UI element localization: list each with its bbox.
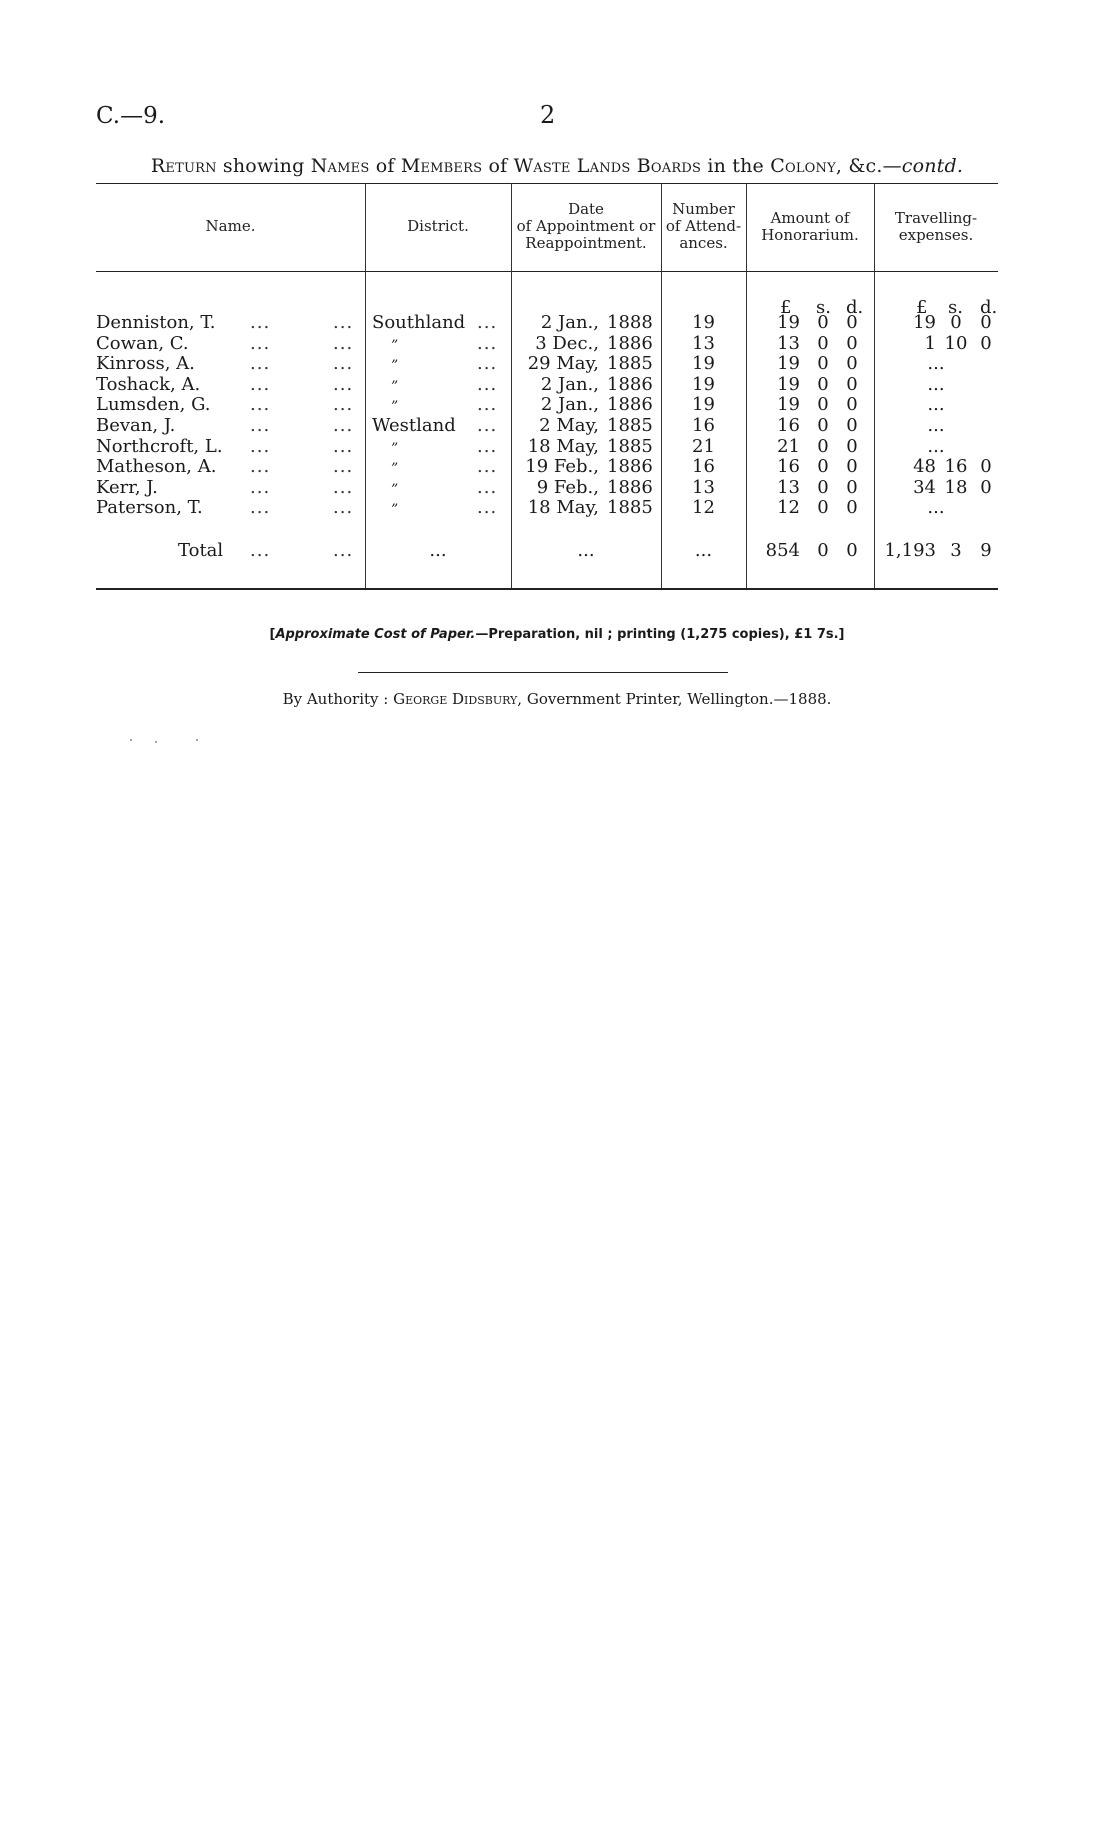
honorarium-pence: 0 (846, 497, 858, 519)
leader-dots: ... (333, 476, 354, 498)
table-title (0, 155, 1114, 177)
travelling-none: ... (927, 373, 945, 395)
column-header-honorarium-line: Amount of (770, 209, 850, 227)
total-label: Total (178, 540, 224, 561)
column-header-date-line: of Appointment or (516, 217, 656, 235)
attendances-cell: 19 (692, 394, 715, 416)
honorarium-shillings: 0 (817, 332, 829, 354)
leader-dots: ... (250, 540, 271, 561)
travelling-shillings: 16 (944, 456, 968, 478)
column-header-date-line: Reappointment. (525, 234, 647, 252)
honorarium-pence-unit: d. (846, 297, 864, 318)
total-honorarium-shillings: 0 (817, 540, 829, 561)
travelling-pound-unit: £ (916, 297, 928, 318)
leader-dots: ... (477, 456, 498, 478)
paper-speck (196, 739, 198, 741)
leader-dots: ... (250, 415, 271, 436)
total-honorarium-pounds: 854 (765, 540, 800, 561)
table-row (0, 375, 1114, 395)
honorarium-pence: 0 (846, 456, 858, 478)
appointment-year: 1885 (607, 353, 653, 375)
column-header-travelling (874, 210, 998, 244)
authority-rule (358, 672, 728, 673)
table-row (0, 313, 1114, 333)
travelling-shillings: 0 (950, 312, 962, 333)
honorarium-pounds: 19 (777, 312, 800, 333)
leader-dots: ... (250, 332, 271, 354)
member-name: Matheson, A. (96, 456, 217, 478)
travelling-none: ... (927, 435, 945, 457)
column-header-travelling-line: Travelling- (894, 209, 978, 227)
appointment-day-month: 2 Jan., (540, 394, 599, 416)
district-cell: ” (391, 358, 399, 375)
honorarium-pounds: 19 (777, 353, 800, 375)
appointment-day-month: 18 May, (527, 435, 599, 457)
district-cell: ” (391, 481, 399, 498)
travelling-none: ... (927, 394, 945, 416)
column-header-district (365, 218, 511, 235)
attendances-cell: 12 (692, 497, 715, 519)
leader-dots: ... (333, 435, 354, 457)
travelling-pence: 0 (980, 476, 992, 498)
leader-dots: ... (250, 476, 271, 498)
table-bottom-rule (96, 588, 998, 590)
table-row (0, 334, 1114, 354)
appointment-year: 1886 (607, 332, 653, 354)
column-header-honorarium-line: Honorarium. (761, 226, 859, 244)
honorarium-pounds: 21 (777, 435, 800, 457)
attendances-cell: 16 (692, 456, 715, 478)
title-names: Names (310, 155, 370, 177)
appointment-day-month: 3 Dec., (535, 332, 599, 354)
table-row (0, 416, 1114, 436)
honorarium-pence: 0 (846, 435, 858, 457)
leader-dots: ... (250, 435, 271, 457)
footnote-text: —Preparation, nil ; printing (1,275 copies), £1 7s.] (475, 627, 845, 642)
member-name: Bevan, J. (96, 415, 176, 436)
leader-dots: ... (477, 373, 498, 395)
leader-dots: ... (333, 373, 354, 395)
printer-name: George Didsbury (393, 690, 518, 708)
travelling-pounds: 19 (913, 312, 936, 333)
leader-dots: ... (250, 394, 271, 416)
appointment-day-month: 18 May, (527, 497, 599, 519)
honorarium-shillings: 0 (817, 353, 829, 375)
honorarium-pounds: 12 (777, 497, 800, 519)
honorarium-pounds: 19 (777, 394, 800, 416)
district-cell: ” (391, 378, 399, 395)
leader-dots: ... (477, 435, 498, 457)
leader-dots: ... (250, 497, 271, 519)
leader-dots: ... (333, 456, 354, 478)
column-header-name (96, 218, 365, 235)
honorarium-pence: 0 (846, 373, 858, 395)
table-row (0, 437, 1114, 457)
appointment-day-month: 19 Feb., (525, 456, 599, 478)
column-header-attendances-line: Number (672, 200, 735, 218)
honorarium-pence: 0 (846, 476, 858, 498)
table-row (0, 457, 1114, 477)
member-name: Lumsden, G. (96, 394, 211, 416)
member-name: Paterson, T. (96, 497, 203, 519)
travelling-pounds: 34 (913, 476, 936, 498)
travelling-shilling-unit: s. (948, 297, 963, 318)
column-header-date (511, 201, 661, 252)
column-header-attendances-line: ances. (679, 234, 728, 252)
table-top-rule (96, 183, 998, 184)
leader-dots: ... (477, 353, 498, 375)
attendances-cell: 13 (692, 332, 715, 354)
leader-dots: ... (477, 332, 498, 354)
travelling-pence-unit: d. (980, 297, 998, 318)
total-travelling-pounds: 1,193 (884, 540, 936, 561)
member-name: Denniston, T. (96, 312, 216, 333)
title-etc: , &c.— (835, 155, 902, 177)
title-boards: Waste Lands Boards (513, 155, 702, 177)
leader-dots: ... (477, 497, 498, 519)
total-row (0, 541, 1114, 561)
total-honorarium-pence: 0 (846, 540, 858, 561)
travelling-pence: 0 (980, 456, 992, 478)
column-header-name-text: Name. (205, 217, 256, 235)
leader-dots: ... (477, 476, 498, 498)
district-cell: ” (391, 502, 399, 519)
total-travelling-pence: 9 (980, 540, 992, 561)
total-travelling-shillings: 3 (950, 540, 962, 561)
footnote-bracket: [ (269, 627, 276, 642)
attendances-cell: 19 (692, 353, 715, 375)
cost-footnote (0, 627, 1114, 642)
appointment-year: 1888 (607, 312, 653, 333)
column-header-attendances (661, 201, 746, 252)
total-date: ... (577, 540, 595, 561)
honorarium-pounds: 16 (777, 415, 800, 436)
attendances-cell: 21 (692, 435, 715, 457)
district-cell: Westland (372, 415, 456, 436)
column-header-district-text: District. (407, 217, 469, 235)
attendances-cell: 19 (692, 312, 715, 333)
travelling-pounds: 1 (924, 332, 936, 354)
appointment-year: 1885 (607, 415, 653, 436)
honorarium-pounds: 13 (777, 332, 800, 354)
honorarium-pounds: 19 (777, 373, 800, 395)
appointment-day-month: 9 Feb., (536, 476, 599, 498)
honorarium-pence: 0 (846, 415, 858, 436)
page-number: 2 (540, 101, 556, 129)
leader-dots: ... (250, 373, 271, 395)
honorarium-shillings: 0 (817, 394, 829, 416)
leader-dots: ... (333, 497, 354, 519)
appointment-year: 1886 (607, 394, 653, 416)
honorarium-pence: 0 (846, 312, 858, 333)
district-cell: ” (391, 461, 399, 478)
travelling-pounds: 48 (913, 456, 936, 478)
travelling-pence: 0 (980, 312, 992, 333)
travelling-none: ... (927, 353, 945, 375)
honorarium-pence: 0 (846, 353, 858, 375)
leader-dots: ... (250, 456, 271, 478)
leader-dots: ... (250, 312, 271, 333)
leader-dots: ... (333, 312, 354, 333)
appointment-day-month: 2 Jan., (540, 373, 599, 395)
title-members: Members (400, 155, 483, 177)
honorarium-pound-unit: £ (780, 297, 792, 318)
header-bottom-rule (96, 271, 998, 272)
title-in-the: in the (701, 155, 771, 177)
authority-prefix: By Authority : (282, 690, 394, 708)
appointment-year: 1886 (607, 456, 653, 478)
column-header-date-line: Date (568, 200, 604, 218)
honorarium-pounds: 16 (777, 456, 800, 478)
member-name: Northcroft, L. (96, 435, 223, 457)
appointment-year: 1886 (607, 373, 653, 395)
paper-speck (155, 741, 157, 743)
appointment-year: 1886 (607, 476, 653, 498)
honorarium-pounds: 13 (777, 476, 800, 498)
honorarium-shillings: 0 (817, 415, 829, 436)
title-return: Return (150, 155, 217, 177)
member-name: Cowan, C. (96, 332, 189, 354)
leader-dots: ... (477, 394, 498, 416)
leader-dots: ... (333, 540, 354, 561)
table-row (0, 498, 1114, 518)
honorarium-shillings: 0 (817, 435, 829, 457)
leader-dots: ... (333, 415, 354, 436)
honorarium-shillings: 0 (817, 497, 829, 519)
travelling-shillings: 18 (944, 476, 968, 498)
table-row (0, 354, 1114, 374)
honorarium-shillings: 0 (817, 312, 829, 333)
travelling-pence: 0 (980, 332, 992, 354)
column-header-honorarium (746, 210, 874, 244)
table-row (0, 395, 1114, 415)
appointment-day-month: 2 Jan., (540, 312, 599, 333)
travelling-none: ... (927, 415, 945, 436)
paper-speck (130, 739, 132, 741)
member-name: Kerr, J. (96, 476, 158, 498)
document-code: C.—9. (96, 103, 166, 129)
leader-dots: ... (333, 353, 354, 375)
honorarium-pence: 0 (846, 332, 858, 354)
honorarium-shillings: 0 (817, 456, 829, 478)
appointment-day-month: 29 May, (527, 353, 599, 375)
attendances-cell: 13 (692, 476, 715, 498)
district-cell: ” (391, 440, 399, 457)
honorarium-shillings: 0 (817, 373, 829, 395)
total-district: ... (429, 540, 447, 561)
attendances-cell: 19 (692, 373, 715, 395)
leader-dots: ... (333, 394, 354, 416)
table-row (0, 478, 1114, 498)
title-of-1: of (369, 155, 401, 177)
authority-line (0, 690, 1114, 708)
district-cell: ” (391, 337, 399, 354)
column-header-travelling-line: expenses. (898, 226, 974, 244)
honorarium-shillings: 0 (817, 476, 829, 498)
total-attendances: ... (694, 540, 713, 561)
district-cell: Southland (372, 312, 466, 333)
appointment-year: 1885 (607, 435, 653, 457)
leader-dots: ... (333, 332, 354, 354)
footnote-italic: Approximate Cost of Paper. (275, 627, 476, 642)
district-cell: ” (391, 399, 399, 416)
authority-suffix: , Government Printer, Wellington.—1888. (517, 690, 832, 708)
column-header-attendances-line: of Attend- (665, 217, 742, 235)
member-name: Toshack, A. (96, 373, 201, 395)
leader-dots: ... (477, 415, 498, 436)
appointment-year: 1885 (607, 497, 653, 519)
title-contd: contd. (901, 155, 964, 177)
title-showing: showing (216, 155, 311, 177)
title-colony: Colony (770, 155, 836, 177)
leader-dots: ... (477, 312, 498, 333)
honorarium-pence: 0 (846, 394, 858, 416)
member-name: Kinross, A. (96, 353, 195, 375)
travelling-none: ... (927, 497, 945, 519)
title-of-2: of (482, 155, 514, 177)
travelling-shillings: 10 (944, 332, 968, 354)
appointment-day-month: 2 May, (539, 415, 599, 436)
honorarium-shilling-unit: s. (816, 297, 831, 318)
leader-dots: ... (250, 353, 271, 375)
attendances-cell: 16 (692, 415, 715, 436)
